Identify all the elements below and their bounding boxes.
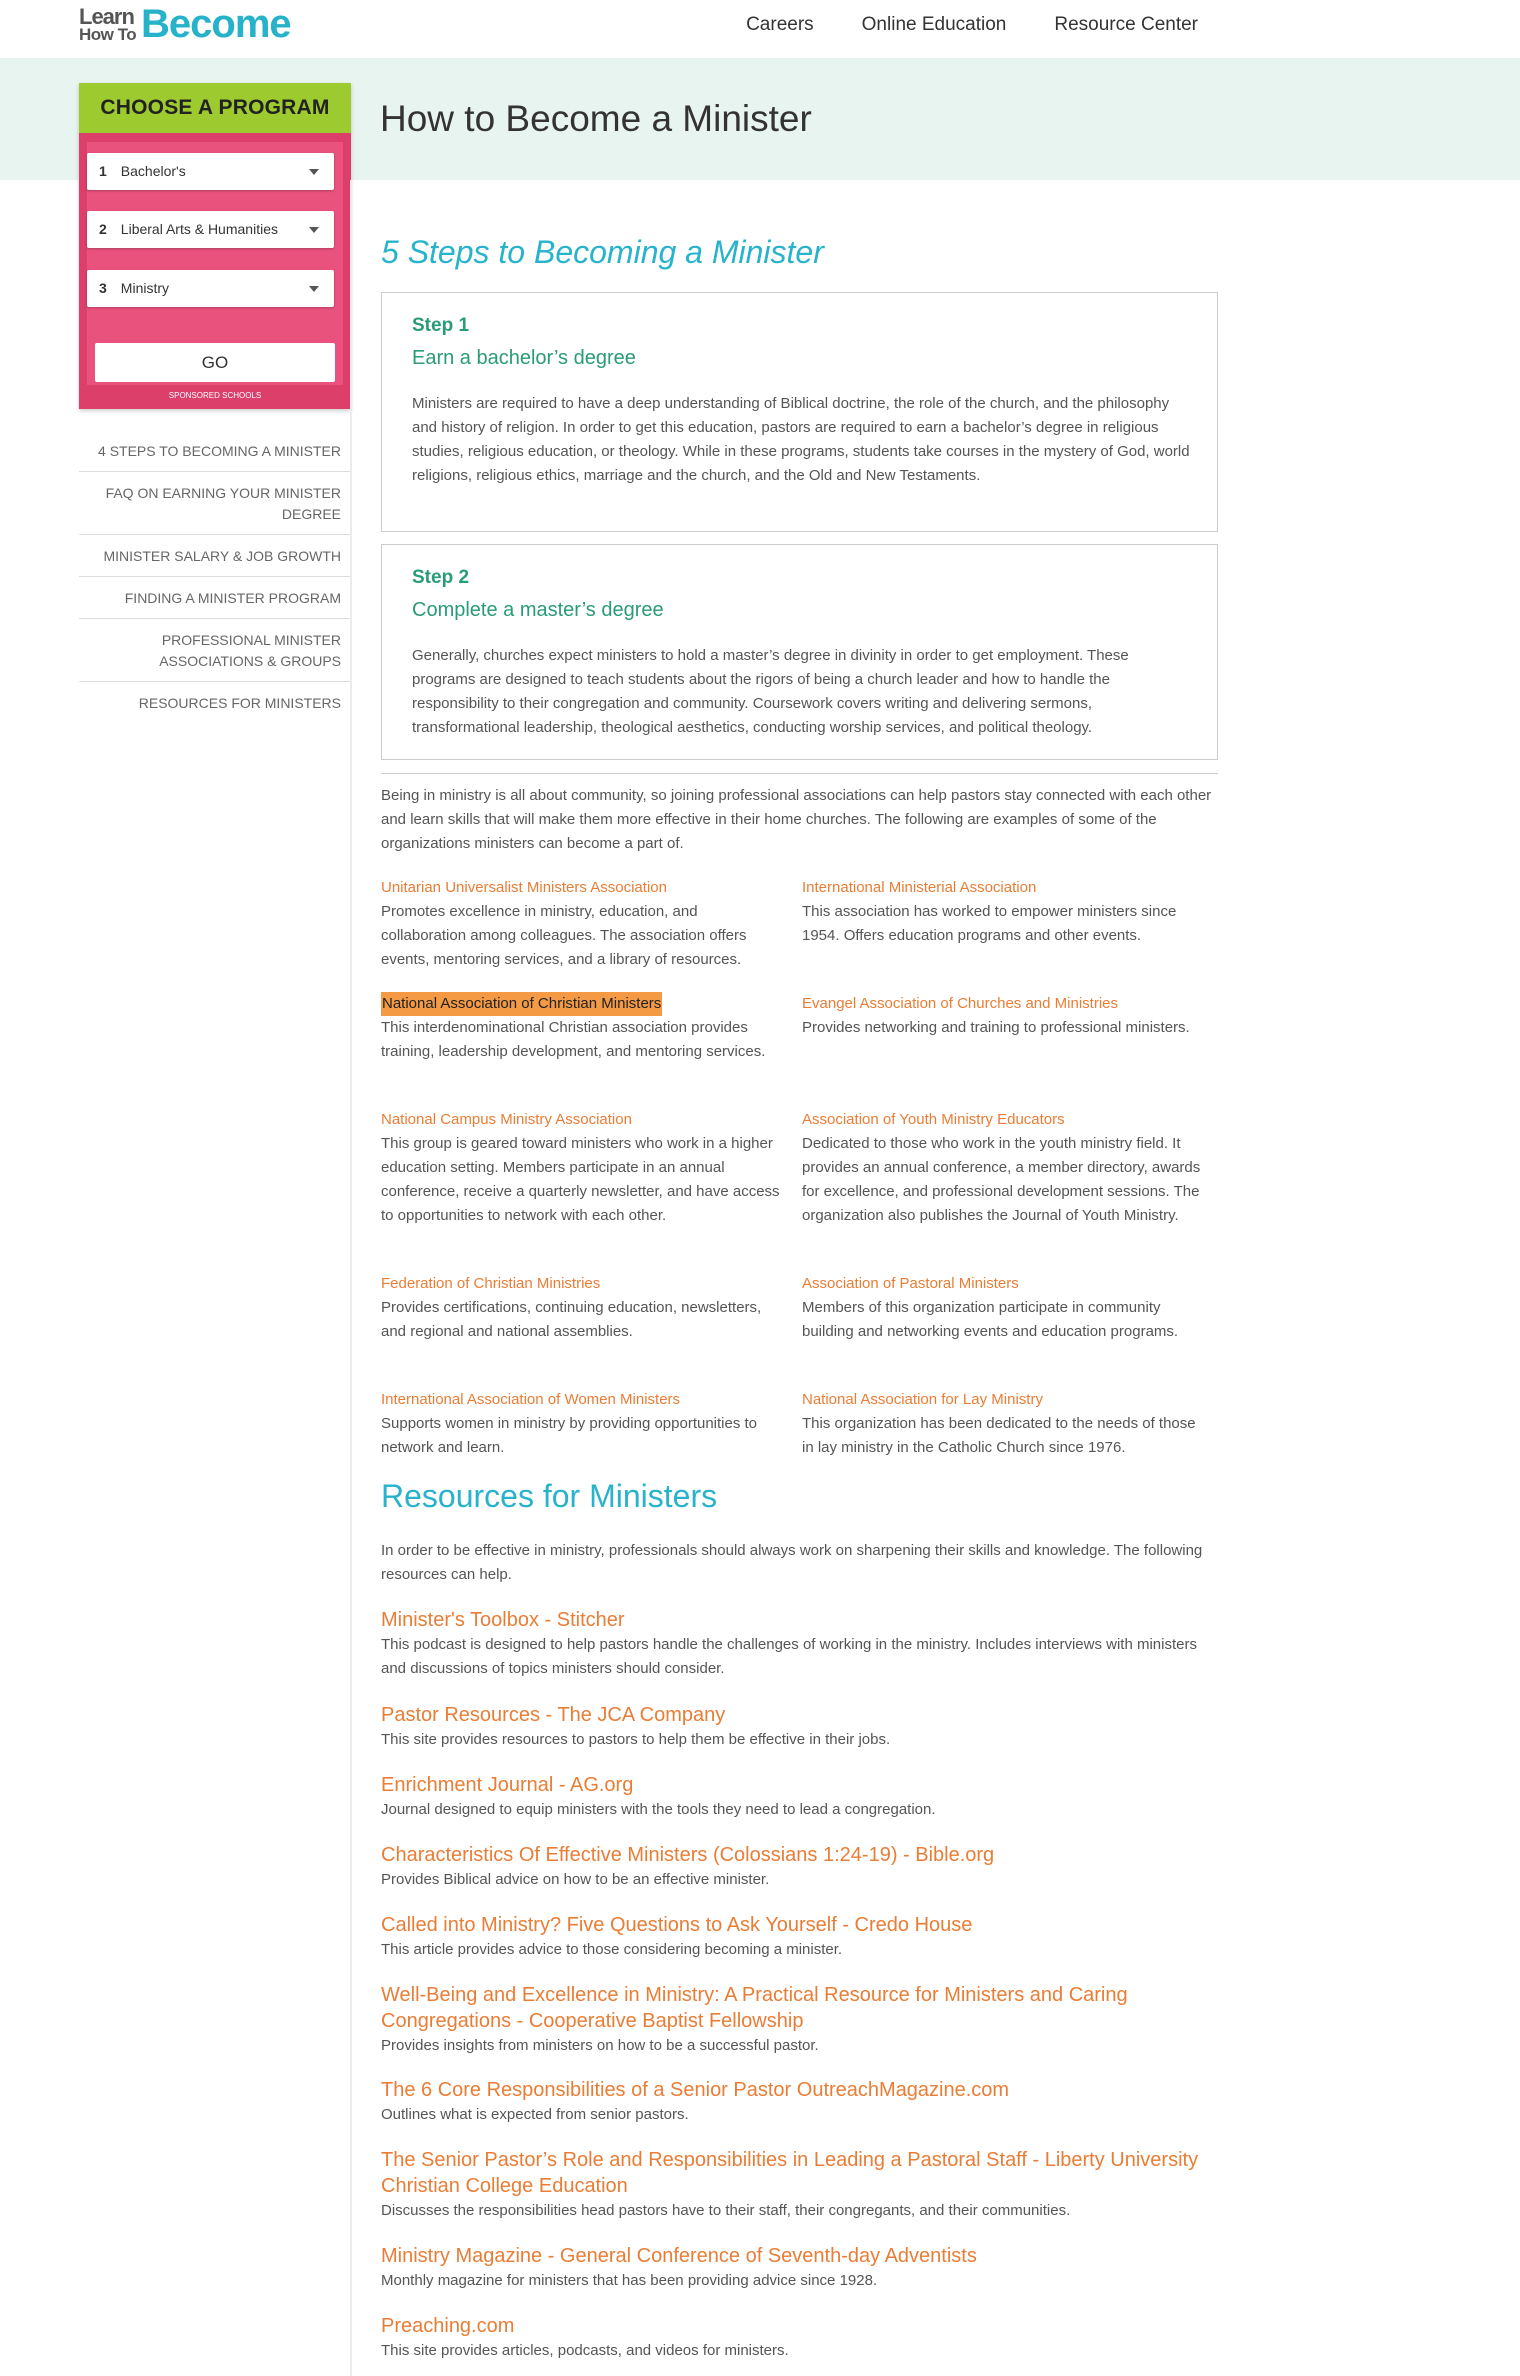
resource-item [381,2077,1218,2127]
resource-desc: Provides Biblical advice on how to be an effective minister. [381,1871,770,1888]
association-link[interactable]: National Association for Lay Ministry [802,1391,1043,1408]
sidebar-item-associations[interactable]: PROFESSIONAL MINISTER ASSOCIATIONS & GROUPS [79,619,351,682]
main-nav [746,14,1198,36]
resource-link[interactable]: Pastor Resources - The JCA Company [381,1704,726,1726]
sidebar-item-resources[interactable]: RESOURCES FOR MINISTERS [138,695,341,711]
resource-desc: This article provides advice to those considering becoming a minister. [381,1941,843,1958]
resource-desc: Monthly magazine for ministers that has been providing advice since 1928. [381,2272,878,2289]
association-item [802,992,1202,1040]
association-link[interactable]: International Association of Women Ministers [381,1391,681,1408]
go-button[interactable]: GO [95,343,335,382]
select-value: Ministry [120,280,170,296]
step-label: Step 2 [412,567,470,588]
sidebar-item-finding-program[interactable]: FINDING A MINISTER PROGRAM [79,577,351,619]
association-link[interactable]: Unitarian Universalist Ministers Association [381,879,667,896]
resources-intro: In order to be effective in ministry, professionals should always work on sharpening their skills and knowledge. The following resources can help. [381,1542,1203,1583]
association-item [381,876,781,972]
step-text: Generally, churches expect ministers to hold a master’s degree in divinity in order to get employment. These programs are designed to teach students about the rigors of being a church leader and how to handle the responsibility to their congregation and community. Coursework covers writing and delivering sermons, transformational leadership, theological aesthetics, conducting worship services, and political theology. [412,647,1129,736]
resource-item [381,2313,1218,2363]
association-item [802,1388,1202,1460]
select-number: 3 [99,280,107,296]
association-item [802,1272,1202,1344]
subject-area-select[interactable] [87,211,334,248]
association-desc: This association has worked to empower ministers since 1954. Offers education programs and other events. [802,903,1177,944]
resource-desc: This site provides articles, podcasts, and videos for ministers. [381,2342,789,2359]
site-logo[interactable] [79,4,289,48]
resource-desc: Provides insights from ministers on how to be a successful pastor. [381,2037,819,2054]
program-select[interactable] [87,270,334,307]
resource-link[interactable]: Preaching.com [381,2315,515,2337]
resource-item [381,2243,1218,2293]
nav-online-education[interactable]: Online Education [861,14,1007,35]
association-link[interactable]: Association of Youth Ministry Educators [802,1111,1065,1128]
resource-item [381,2147,1211,2223]
resource-desc: Discusses the responsibilities head pastors have to their staff, their congregants, and their communities. [381,2202,1071,2219]
chevron-down-icon [309,169,319,175]
step-text: Ministers are required to have a deep understanding of Biblical doctrine, the role of the church, and the philosophy and history of religion. In order to get this education, pastors are required to earn a bachelor’s degree in religious studies, religious education, or theology. While in these programs, students take courses in the mystery of God, world religions, religious ethics, marriage and the church, and the Old and New Testaments. [412,395,1190,484]
steps-section-title: 5 Steps to Becoming a Minister [381,234,824,270]
resource-link[interactable]: Minister's Toolbox - Stitcher [381,1609,625,1631]
association-link[interactable]: Evangel Association of Churches and Ministries [802,995,1118,1012]
step-label: Step 1 [412,315,470,336]
association-link[interactable]: Federation of Christian Ministries [381,1275,601,1292]
nav-resource-center[interactable]: Resource Center [1054,14,1198,35]
step-title: Complete a master’s degree [412,599,664,621]
resource-item [381,1607,1218,1681]
association-link[interactable]: Association of Pastoral Ministers [802,1275,1019,1292]
association-desc: Promotes excellence in ministry, education, and collaboration among colleagues. The association offers events, mentoring services, and a library of resources. [381,903,747,968]
sidebar-nav [79,430,351,723]
sponsored-schools-label: SPONSORED SCHOOLS [168,391,262,400]
step-title: Earn a bachelor’s degree [412,347,636,369]
page-title: How to Become a Minister [380,98,812,139]
resource-link[interactable]: Characteristics Of Effective Ministers (Colossians 1:24-19) - Bible.org [381,1844,995,1866]
logo-learn: Learn [79,4,134,29]
sidebar-item-faq[interactable]: FAQ ON EARNING YOUR MINISTER DEGREE [79,472,351,535]
step-card [381,292,1218,532]
association-item [381,1272,781,1344]
association-desc: Members of this organization participate in community building and networking events and education programs. [802,1299,1179,1340]
select-number: 1 [99,163,107,179]
association-link[interactable]: International Ministerial Association [802,879,1037,896]
association-item [381,1388,781,1460]
association-item [381,992,781,1064]
resource-link[interactable]: Ministry Magazine - General Conference of Seventh-day Adventists [381,2245,977,2267]
sidebar-item-salary[interactable]: MINISTER SALARY & JOB GROWTH [79,535,351,577]
associations-intro: Being in ministry is all about community, so joining professional associations can help pastors stay connected with each other and learn skills that will make them more effective in their home churches. The following are examples of some of the organizations ministers can become a part of. [381,787,1212,852]
association-link-highlighted[interactable]: National Association of Christian Ministers [381,992,662,1016]
choose-program-heading: CHOOSE A PROGRAM [79,83,351,133]
step-card [381,544,1218,760]
resource-item [381,1842,1218,1892]
resource-desc: This podcast is designed to help pastors handle the challenges of working in the ministry. Includes interviews with ministers and discussions of topics ministers should consider. [381,1636,1197,1677]
logo-become: Become [141,2,291,46]
chevron-down-icon [309,286,319,292]
resource-item [381,1772,1218,1822]
select-value: Bachelor's [120,163,186,179]
association-item [802,1108,1202,1228]
resource-link[interactable]: The 6 Core Responsibilities of a Senior Pastor OutreachMagazine.com [381,2079,1010,2101]
section-divider [381,773,1218,774]
resource-link[interactable]: Enrichment Journal - AG.org [381,1774,634,1796]
site-header [0,0,1520,58]
association-desc: This group is geared toward ministers who work in a higher education setting. Members participate in an annual conference, receive a quarterly newsletter, and have access to opportunities to network with each other. [381,1135,780,1224]
association-link[interactable]: National Campus Ministry Association [381,1111,632,1128]
resource-link[interactable]: Called into Ministry? Five Questions to Ask Yourself - Credo House [381,1914,973,1936]
resource-desc: This site provides resources to pastors to help them be effective in their jobs. [381,1731,891,1748]
association-desc: This organization has been dedicated to the needs of those in lay ministry in the Catholic Church since 1976. [802,1415,1196,1456]
association-desc: Supports women in ministry by providing opportunities to network and learn. [381,1415,758,1456]
association-desc: Provides certifications, continuing education, newsletters, and regional and national assemblies. [381,1299,762,1340]
resource-link[interactable]: The Senior Pastor’s Role and Responsibilities in Leading a Pastoral Staff - Liberty University Christian College Education [381,2149,1199,2197]
resource-item [381,1982,1181,2058]
association-item [381,1108,781,1228]
resources-section-title: Resources for Ministers [381,1478,718,1514]
association-desc: Dedicated to those who work in the youth ministry field. It provides an annual conference, a member directory, awards for excellence, and professional development sessions. The organization also publishes the Journal of Youth Ministry. [802,1135,1201,1224]
select-number: 2 [99,221,107,237]
select-value: Liberal Arts & Humanities [120,221,278,237]
logo-how-to: How To [79,25,137,44]
sidebar-item-steps[interactable]: 4 STEPS TO BECOMING A MINISTER [79,430,351,472]
resource-desc: Outlines what is expected from senior pastors. [381,2106,689,2123]
association-desc: Provides networking and training to professional ministers. [802,1019,1190,1036]
degree-level-select[interactable] [87,153,334,190]
association-desc: This interdenominational Christian association provides training, leadership development, and mentoring services. [381,1019,766,1060]
resource-desc: Journal designed to equip ministers with the tools they need to lead a congregation. [381,1801,936,1818]
resource-link[interactable]: Well-Being and Excellence in Ministry: A Practical Resource for Ministers and Caring Congregations - Cooperative Baptist Fellowship [381,1984,1128,2032]
resource-item [381,1912,1218,1962]
resource-item [381,1702,1218,1752]
association-item [802,876,1202,948]
column-divider [350,180,352,2376]
chevron-down-icon [309,227,319,233]
nav-careers[interactable]: Careers [746,14,814,35]
